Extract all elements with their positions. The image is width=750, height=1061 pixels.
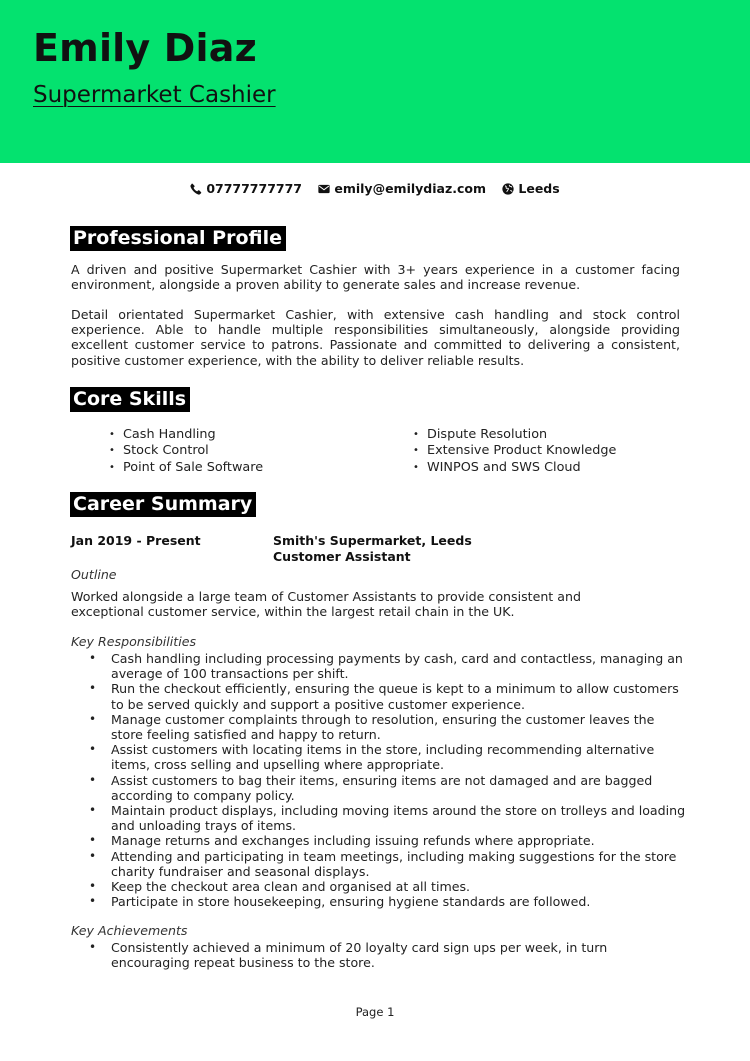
responsibility-item: • Run the checkout efficiently, ensuring the queue is kept to a minimum to allow customers to be served quickly and support a positive customer experience. bbox=[111, 681, 686, 711]
achievements-list bbox=[111, 940, 686, 970]
responsibility-item: • Attending and participating in team meetings, including making suggestions for the store charity fundraiser and seasonal displays. bbox=[111, 849, 686, 879]
profile-paragraph-2: Detail orientated Supermarket Cashier, with extensive cash handling and stock control experience. Able to handle multiple responsibilities simultaneously, alongside providing excellent customer service to patrons. Passionate and committed to delivering a consistent, positive customer experience, with the ability to deliver reliable results. bbox=[71, 307, 680, 368]
responsibility-item: • Assist customers with locating items in the store, including recommending alternative items, cross selling and upselling where appropriate. bbox=[111, 742, 686, 772]
achievements-label: Key Achievements bbox=[71, 923, 188, 938]
contact-email[interactable] bbox=[318, 181, 486, 196]
header-banner bbox=[0, 0, 750, 163]
responsibilities-list bbox=[111, 651, 686, 909]
page-number: Page 1 bbox=[355, 1005, 395, 1019]
job-employer-block bbox=[273, 533, 472, 564]
profile-heading: Professional Profile bbox=[70, 226, 286, 251]
job-role: Customer Assistant bbox=[273, 548, 411, 564]
responsibility-item: • Manage customer complaints through to resolution, ensuring the customer leaves the store feeling satisfied and happy to return. bbox=[111, 712, 686, 742]
job-outline: Worked alongside a large team of Customer Assistants to provide consistent and exceptional customer service, within the largest retail chain in the UK. bbox=[71, 589, 581, 620]
skill-item: • Dispute Resolution bbox=[413, 427, 616, 443]
responsibility-item: • Assist customers to bag their items, ensuring items are not damaged and are bagged according to company policy. bbox=[111, 773, 686, 803]
responsibility-item: • Participate in store housekeeping, ensuring hygiene standards are followed. bbox=[111, 894, 686, 909]
globe-icon bbox=[502, 183, 514, 195]
skill-item: • WINPOS and SWS Cloud bbox=[413, 460, 616, 476]
skills-list-right bbox=[413, 427, 616, 476]
profile-paragraph-1: A driven and positive Supermarket Cashier with 3+ years experience in a customer facing environment, alongside a proven ability to generate sales and increase revenue. bbox=[71, 262, 680, 293]
achievement-item: • Consistently achieved a minimum of 20 loyalty card sign ups per week, in turn encouraging repeat business to the store. bbox=[111, 940, 686, 970]
contact-bar bbox=[0, 181, 750, 198]
candidate-name: Emily Diaz bbox=[33, 26, 257, 70]
email-address: emily@emilydiaz.com bbox=[334, 181, 487, 196]
phone-number: 07777777777 bbox=[206, 181, 302, 196]
responsibilities-label: Key Responsibilities bbox=[71, 634, 197, 649]
contact-location bbox=[502, 181, 559, 196]
outline-label: Outline bbox=[71, 567, 117, 582]
responsibility-item: • Maintain product displays, including moving items around the store on trolleys and loading and unloading trays of items. bbox=[111, 803, 686, 833]
job-employer: Smith's Supermarket, Leeds bbox=[273, 533, 472, 548]
envelope-icon bbox=[318, 183, 330, 195]
skill-item: • Stock Control bbox=[109, 443, 263, 459]
contact-phone[interactable] bbox=[190, 181, 302, 196]
skill-item: • Cash Handling bbox=[109, 427, 263, 443]
responsibility-item: • Cash handling including processing payments by cash, card and contactless, managing an average of 100 transactions per shift. bbox=[111, 651, 686, 681]
candidate-job-title: Supermarket Cashier bbox=[33, 82, 276, 108]
skill-item: • Point of Sale Software bbox=[109, 460, 263, 476]
career-heading: Career Summary bbox=[70, 492, 256, 517]
location-text: Leeds bbox=[518, 181, 560, 196]
skills-list-left bbox=[109, 427, 263, 476]
skill-item: • Extensive Product Knowledge bbox=[413, 443, 616, 459]
phone-icon bbox=[190, 183, 202, 195]
job-dates: Jan 2019 - Present bbox=[71, 533, 201, 548]
skills-heading: Core Skills bbox=[70, 387, 190, 412]
responsibility-item: • Keep the checkout area clean and organised at all times. bbox=[111, 879, 686, 894]
responsibility-item: • Manage returns and exchanges including issuing refunds where appropriate. bbox=[111, 833, 686, 848]
